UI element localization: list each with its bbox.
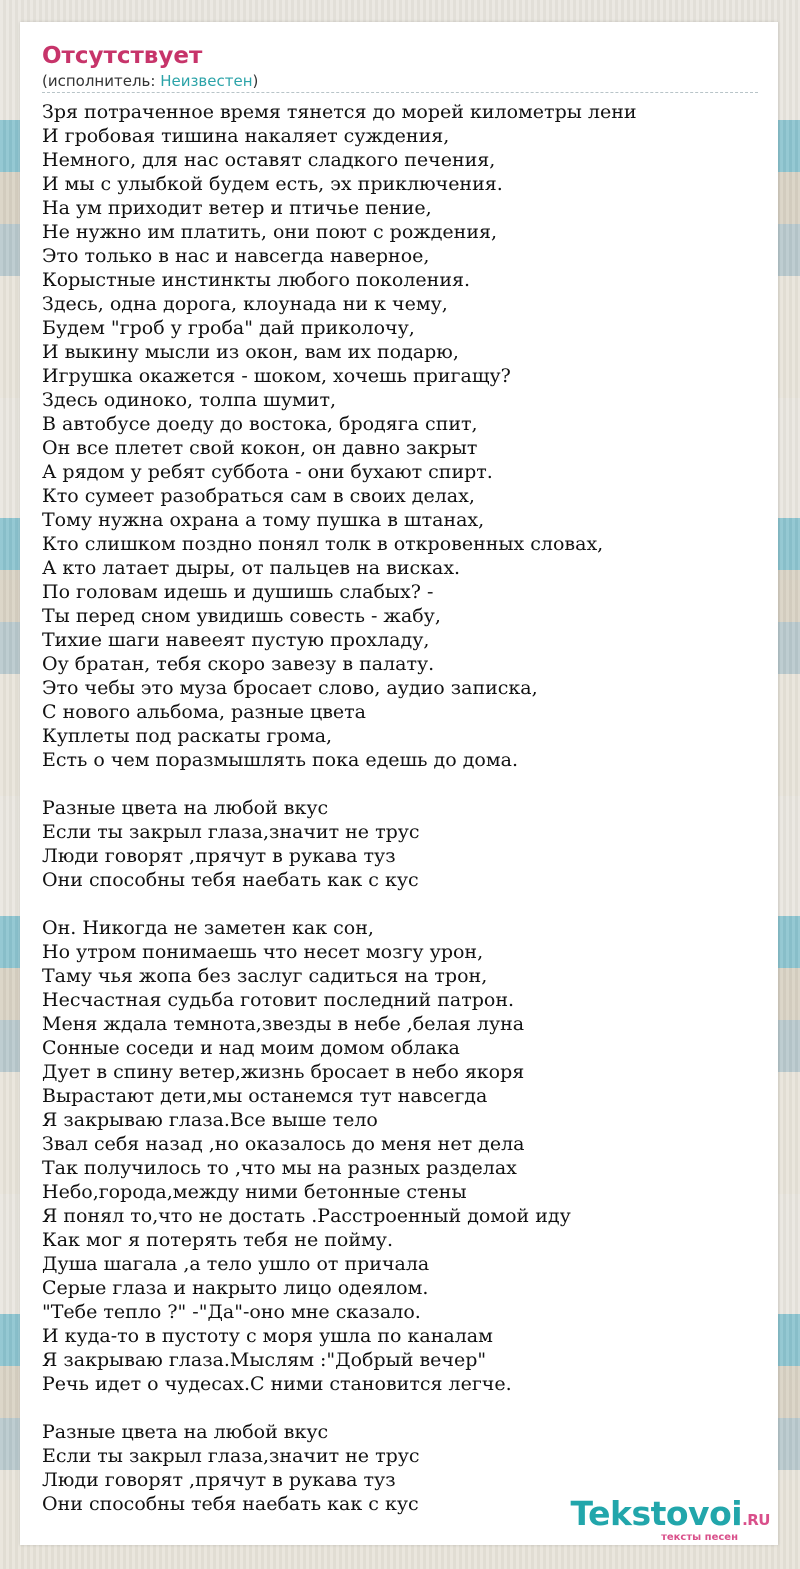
lyrics-card <box>20 22 778 1545</box>
lyric-line: Корыстные инстинкты любого поколения. <box>42 269 471 291</box>
lyric-line: Я закрываю глаза.Все выше тело <box>42 1109 378 1131</box>
artist-prefix: (исполнитель: <box>42 72 161 90</box>
lyric-line: Есть о чем поразмышлять пока едешь до дома. <box>42 749 519 771</box>
lyric-line: Куплеты под раскаты грома, <box>42 725 333 747</box>
lyric-line: Душа шагала ,а тело ушло от причала <box>42 1253 430 1275</box>
lyrics-text <box>42 100 758 1516</box>
lyric-line: Речь идет о чудесах.С ними становится легче. <box>42 1373 512 1395</box>
lyric-line: Вырастают дети,мы останемся тут навсегда <box>42 1085 488 1107</box>
lyric-line: Он все плетет свой кокон, он давно закрыт <box>42 437 478 459</box>
lyric-line: Кто сумеет разобраться сам в своих делах, <box>42 485 475 507</box>
artist-suffix: ) <box>252 72 259 90</box>
lyric-line: На ум приходит ветер и птичье пение, <box>42 197 432 219</box>
lyric-line: Ты перед сном увидишь совесть - жабу, <box>42 605 441 627</box>
lyric-line: Немного, для нас оставят сладкого печения, <box>42 149 496 171</box>
lyric-line: Сонные соседи и над моим домом облака <box>42 1037 460 1059</box>
lyric-line: Оу братан, тебя скоро завезу в палату. <box>42 653 435 675</box>
lyric-line: Игрушка окажется - шоком, хочешь пригащу? <box>42 365 511 387</box>
lyric-line: Я закрываю глаза.Мыслям :"Добрый вечер" <box>42 1349 487 1371</box>
lyric-line: Если ты закрыл глаза,значит не трус <box>42 821 420 843</box>
lyric-line: Но утром понимаешь что несет мозгу урон, <box>42 941 484 963</box>
lyric-line: По головам идешь и душишь слабых? - <box>42 581 434 603</box>
song-header <box>42 40 758 93</box>
lyric-line: В автобусе доеду до востока, бродяга спит, <box>42 413 478 435</box>
lyric-line: Они способны тебя наебать как с кус <box>42 869 419 891</box>
lyric-line: Несчастная судьба готовит последний патрон. <box>42 989 515 1011</box>
lyric-line: Разные цвета на любой вкус <box>42 797 329 819</box>
stanza-gap <box>42 1396 758 1420</box>
lyric-line: Зря потраченное время тянется до морей километры лени <box>42 101 637 123</box>
lyric-line: "Тебе тепло ?" -"Да"-оно мне сказало. <box>42 1301 421 1323</box>
lyric-line: Это чебы это муза бросает слово, аудио записка, <box>42 677 538 699</box>
lyric-line: Тому нужна охрана а тому пушка в штанах, <box>42 509 485 531</box>
lyric-line: И гробовая тишина накаляет суждения, <box>42 125 450 147</box>
lyric-line: Здесь одиноко, толпа шумит, <box>42 389 336 411</box>
lyric-line: Он. Никогда не заметен как сон, <box>42 917 374 939</box>
site-logo[interactable] <box>571 1496 770 1543</box>
lyric-line: И мы с улыбкой будем есть, эх приключения. <box>42 173 503 195</box>
lyric-line: С нового альбома, разные цвета <box>42 701 366 723</box>
lyric-line: А кто латает дыры, от пальцев на висках. <box>42 557 461 579</box>
lyric-line: Звал себя назад ,но оказалось до меня нет дела <box>42 1133 525 1155</box>
lyric-line: Я понял то,что не достать .Расстроенный домой иду <box>42 1205 571 1227</box>
artist-line <box>42 72 758 90</box>
lyric-line: Разные цвета на любой вкус <box>42 1421 329 1443</box>
lyric-line: Так получилось то ,что мы на разных разделах <box>42 1157 517 1179</box>
lyric-line: Как мог я потерять тебя не пойму. <box>42 1229 394 1251</box>
lyric-line: Небо,города,между ними бетонные стены <box>42 1181 467 1203</box>
song-title: Отсутствует <box>42 43 203 69</box>
lyric-line: Серые глаза и накрыто лицо одеялом. <box>42 1277 429 1299</box>
lyric-line: Будем "гроб у гроба" дай приколочу, <box>42 317 415 339</box>
lyric-line: И выкину мысли из окон, вам их подарю, <box>42 341 459 363</box>
lyric-line: А рядом у ребят суббота - они бухают спирт. <box>42 461 493 483</box>
lyric-line: И куда-то в пустоту с моря ушла по каналам <box>42 1325 493 1347</box>
lyric-line: Они способны тебя наебать как с кус <box>42 1493 419 1515</box>
lyric-line: Люди говорят ,прячут в рукава туз <box>42 1469 396 1491</box>
lyric-line: Таму чья жопа без заслуг садиться на трон, <box>42 965 488 987</box>
lyric-line: Здесь, одна дорога, клоунада ни к чему, <box>42 293 448 315</box>
lyric-line: Не нужно им платить, они поют с рождения, <box>42 221 498 243</box>
stanza-gap <box>42 772 758 796</box>
lyric-line: Тихие шаги навееят пустую прохладу, <box>42 629 430 651</box>
logo-name: Tekstovoi <box>570 1494 743 1533</box>
logo-tagline: тексты песен <box>661 1532 738 1543</box>
lyric-line: Люди говорят ,прячут в рукава туз <box>42 845 396 867</box>
stanza-gap <box>42 892 758 916</box>
lyric-line: Меня ждала темнота,звезды в небе ,белая луна <box>42 1013 525 1035</box>
lyric-line: Это только в нас и навсегда наверное, <box>42 245 430 267</box>
logo-tld: .RU <box>742 1511 770 1529</box>
lyric-line: Дует в спину ветер,жизнь бросает в небо якоря <box>42 1061 525 1083</box>
lyric-line: Кто слишком поздно понял толк в откровенных словах, <box>42 533 604 555</box>
lyric-line: Если ты закрыл глаза,значит не трус <box>42 1445 420 1467</box>
artist-link[interactable]: Неизвестен <box>160 72 253 90</box>
